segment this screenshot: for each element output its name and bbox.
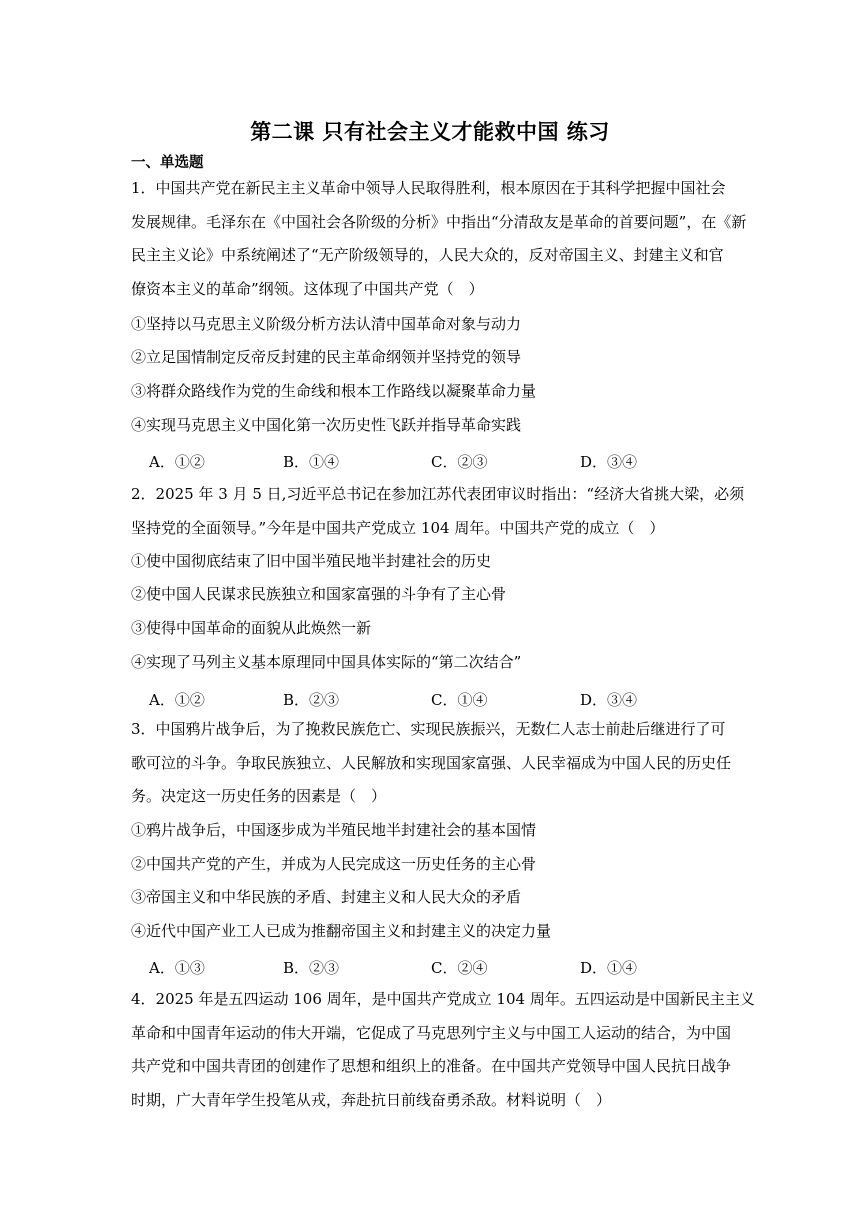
answer-choice-b[interactable]: B．②③ bbox=[283, 691, 340, 709]
answer-choice-d[interactable]: D．①④ bbox=[580, 959, 638, 977]
statement-option: ②立足国情制定反帝反封建的民主革命纲领并坚持党的领导 bbox=[131, 348, 522, 366]
answer-choice-b[interactable]: B．①④ bbox=[283, 453, 340, 471]
answer-choice-a[interactable]: A．①② bbox=[149, 453, 205, 471]
question-text-line: 僚资本主义的革命”纲领。这体现了中国共产党（ ） bbox=[131, 279, 484, 298]
question-text-line: 2．2025 年 3 月 5 日,习近平总书记在参加江苏代表团审议时指出：“经济大省挑大梁，必须 bbox=[131, 485, 745, 503]
answer-choice-c[interactable]: C．②③ bbox=[431, 453, 488, 471]
statement-option: ①坚持以马克思主义阶级分析方法认清中国革命对象与动力 bbox=[131, 315, 522, 333]
answer-choice-c[interactable]: C．①④ bbox=[431, 691, 488, 709]
statement-option: ③使得中国革命的面貌从此焕然一新 bbox=[131, 619, 372, 637]
answer-choices-q3 bbox=[149, 957, 709, 981]
answer-choice-a[interactable]: A．①② bbox=[149, 691, 205, 709]
question-text-line: 发展规律。毛泽东在《中国社会各阶级的分析》中指出“分清敌友是革命的首要问题”，在《新 bbox=[131, 212, 747, 231]
section-heading: 一、单选题 bbox=[131, 155, 204, 171]
answer-choice-c[interactable]: C．②④ bbox=[431, 959, 488, 977]
question-1-stem bbox=[131, 172, 747, 306]
question-text-line: 务。决定这一历史任务的因素是（ ） bbox=[131, 787, 387, 805]
answer-choices-q1 bbox=[149, 451, 709, 475]
question-2-stem bbox=[131, 478, 745, 545]
statement-option: ②中国共产党的产生，并成为人民完成这一历史任务的主心骨 bbox=[131, 855, 537, 873]
statement-option: ④实现马克思主义中国化第一次历史性飞跃并指导革命实践 bbox=[131, 416, 522, 434]
question-text-line: 歌可泣的斗争。争取民族独立、人民解放和实现国家富强、人民幸福成为中国人民的历史任 bbox=[131, 753, 732, 772]
question-text-line: 共产党和中国共青团的创建作了思想和组织上的准备。在中国共产党领导中国人民抗日战争 bbox=[131, 1057, 732, 1075]
question-text-line: 民主主义论》中系统阐述了“无产阶级领导的，人民大众的，反对帝国主义、封建主义和官 bbox=[131, 246, 724, 264]
statement-option: ①使中国彻底结束了旧中国半殖民地半封建社会的历史 bbox=[131, 552, 492, 570]
answer-choice-d[interactable]: D．③④ bbox=[580, 453, 638, 471]
question-4-stem bbox=[131, 983, 755, 1117]
question-text-line: 时期，广大青年学生投笔从戎，奔赴抗日前线奋勇杀敌。材料说明（ ） bbox=[131, 1090, 612, 1109]
question-text-line: 4．2025 年是五四运动 106 周年，是中国共产党成立 104 周年。五四运动是中国新民主主义 bbox=[131, 990, 755, 1008]
question-text-line: 革命和中国青年运动的伟大开端，它促成了马克思列宁主义与中国工人运动的结合，为中国 bbox=[131, 1023, 732, 1042]
statement-option: ③将群众路线作为党的生命线和根本工作路线以凝聚革命力量 bbox=[131, 382, 537, 400]
answer-choices-q2 bbox=[149, 689, 709, 713]
question-text-line: 坚持党的全面领导。”今年是中国共产党成立 104 周年。中国共产党的成立（ ） bbox=[131, 518, 665, 537]
page-title: 第二课 只有社会主义才能救中国 练习 bbox=[250, 119, 610, 144]
question-3-stem bbox=[131, 713, 731, 814]
answer-choice-a[interactable]: A．①③ bbox=[149, 959, 205, 977]
statement-option: ④近代中国产业工人已成为推翻帝国主义和封建主义的决定力量 bbox=[131, 922, 552, 940]
question-text-line: 1．中国共产党在新民主主义革命中领导人民取得胜利，根本原因在于其科学把握中国社会 bbox=[131, 179, 726, 197]
statement-option: ④实现了马列主义基本原理同中国具体实际的“第二次结合” bbox=[131, 653, 522, 671]
statement-option: ②使中国人民谋求民族独立和国家富强的斗争有了主心骨 bbox=[131, 585, 507, 603]
statement-option: ①鸦片战争后，中国逐步成为半殖民地半封建社会的基本国情 bbox=[131, 821, 537, 839]
statement-option: ③帝国主义和中华民族的矛盾、封建主义和人民大众的矛盾 bbox=[131, 888, 522, 906]
question-text-line: 3．中国鸦片战争后，为了挽救民族危亡、实现民族振兴，无数仁人志士前赴后继进行了可 bbox=[131, 720, 726, 738]
answer-choice-d[interactable]: D．③④ bbox=[580, 691, 638, 709]
answer-choice-b[interactable]: B．②③ bbox=[283, 959, 340, 977]
